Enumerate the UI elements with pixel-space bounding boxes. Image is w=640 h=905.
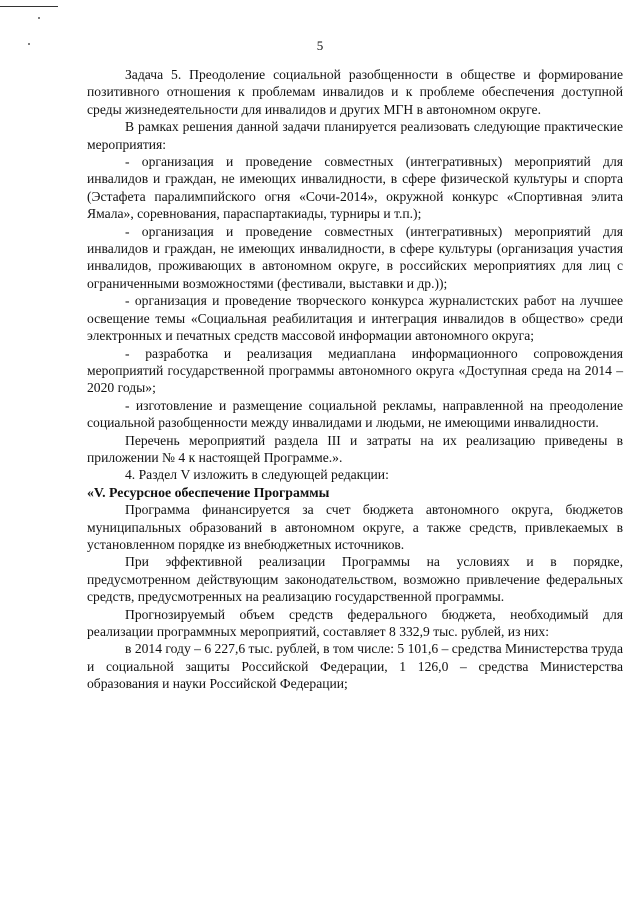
task-5-paragraph: Задача 5. Преодоление социальной разобщенности в обществе и формирование позитивного отношения к проблемам инвалидов и к проблеме обеспечения доступной среды жизнедеятельности для инвалидов и других МГН в автономном округе. (87, 67, 623, 117)
document-body (87, 66, 623, 693)
year-2014-paragraph: в 2014 году – 6 227,6 тыс. рублей, в том числе: 5 101,6 – средства Министерства труда и социальной защиты Российской Федерации, 1 126,0 – средства Министерства образования и науки Российской Федерации; (87, 641, 623, 692)
list-item: - организация и проведение совместных (интегративных) мероприятий для инвалидов и граждан, не имеющих инвалидности, в сфере культуры (организация участия инвалидов, проживающих в автономном округе, в российских мероприятиях для лиц с ограниченными возможностями (фестивали, выставки и др.)); (87, 223, 623, 291)
appendix-reference-paragraph: Перечень мероприятий раздела III и затраты на их реализацию приведены в приложении № 4 к настоящей Программе.». (87, 432, 623, 465)
federal-funds-paragraph: При эффективной реализации Программы на условиях и в порядке, предусмотренном действующим законодательством, возможно привлечение федеральных средств, предусмотренных на реализацию государственной программы. (87, 554, 623, 605)
section-amendment-paragraph: 4. Раздел V изложить в следующей редакции: (125, 467, 389, 483)
measures-intro-paragraph: В рамках решения данной задачи планируется реализовать следующие практические мероприятия: (87, 119, 623, 152)
scan-dot (38, 17, 40, 19)
list-item: - разработка и реализация медиаплана информационного сопровождения мероприятий государственной программы автономного округа «Доступная среда на 2014 – 2020 годы»; (87, 345, 623, 396)
page-number: 5 (316, 38, 324, 53)
scan-edge-mark (0, 6, 58, 7)
section-heading: «V. Ресурсное обеспечение Программы (87, 484, 330, 500)
list-item: - организация и проведение творческого конкурса журналистских работ на лучшее освещение темы «Социальная реабилитация и интеграция инвалидов в общество» среди электронных и печатных средств массовой информации автономного округа; (87, 293, 623, 344)
forecast-volume-paragraph: Прогнозируемый объем средств федерального бюджета, необходимый для реализации программных мероприятий, составляет 8 332,9 тыс. рублей, из них: (87, 606, 623, 639)
list-item: - изготовление и размещение социальной рекламы, направленной на преодоление социальной разобщенности между инвалидами и людьми, не имеющими инвалидности. (87, 397, 623, 431)
list-item: - организация и проведение совместных (интегративных) мероприятий для инвалидов и граждан, не имеющих инвалидности, в сфере физической культуры и спорта (Эстафета паралимпийского огня «Сочи-2014», окружной конкурс «Спортивная элита Ямала», соревнования, параспартакиады, турниры и т.п.); (87, 154, 623, 222)
financing-paragraph: Программа финансируется за счет бюджета автономного округа, бюджетов муниципальных образований в автономном округе, а также средств, привлекаемых в установленном порядке из внебюджетных источников. (87, 502, 623, 552)
